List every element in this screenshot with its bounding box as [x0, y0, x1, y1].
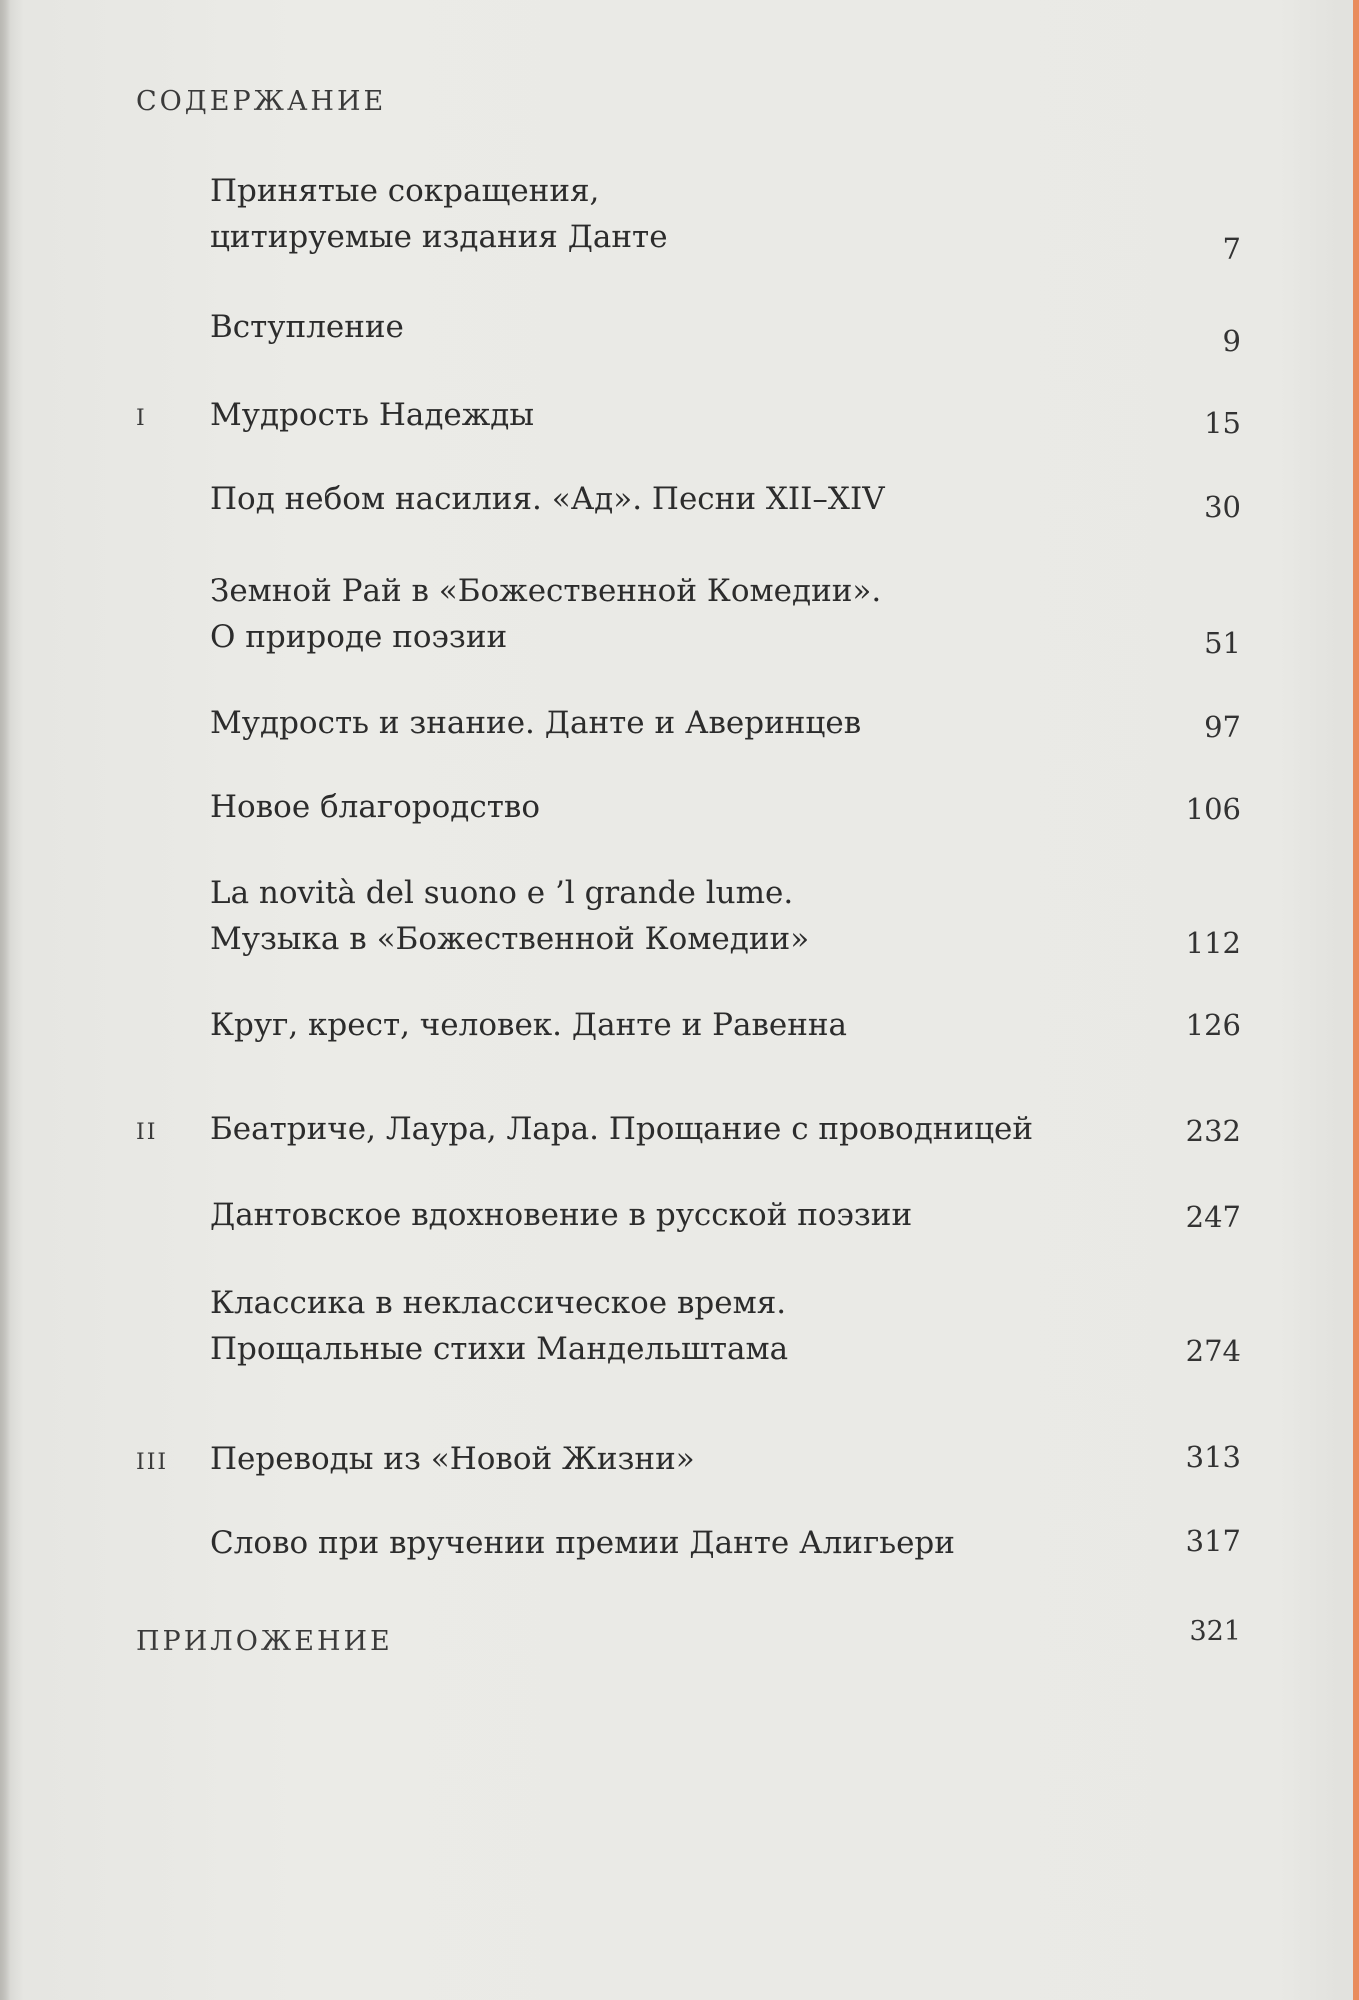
entry-title: Под небом насилия. «Ад». Песни XII–XIV — [210, 481, 885, 517]
entry-title: Вступление — [210, 309, 404, 345]
entry-title: Новое благородство — [210, 789, 540, 825]
entry-page-number: 51 — [1204, 626, 1241, 660]
appendix-page-number: 321 — [1189, 1616, 1241, 1647]
entry-page-number: 274 — [1185, 1334, 1241, 1368]
entry-page-number: 317 — [1185, 1524, 1241, 1558]
entry-page-number: 313 — [1185, 1440, 1241, 1474]
entry-title: La novità del suono e ’l grande lume. Музыка в «Божественной Комедии» — [210, 875, 810, 957]
entry-title: Круг, крест, человек. Данте и Равенна — [210, 1007, 848, 1043]
entry-title: Принятые сокращения, цитируемые издания Данте — [210, 173, 668, 255]
entry-page-number: 112 — [1185, 926, 1241, 960]
cover-edge — [1353, 0, 1359, 2000]
page-gutter-shadow — [0, 0, 10, 2000]
entry-title: Беатриче, Лаура, Лара. Прощание с проводницей — [210, 1111, 1034, 1147]
appendix-title: ПРИЛОЖЕНИЕ — [136, 1626, 393, 1657]
part-number: I — [136, 406, 147, 431]
part-number: III — [136, 1450, 169, 1475]
entry-page-number: 232 — [1185, 1114, 1241, 1148]
entry-title: Слово при вручении премии Данте Алигьери — [210, 1525, 955, 1561]
entry-page-number: 97 — [1204, 710, 1241, 744]
entry-page-number: 126 — [1185, 1008, 1241, 1042]
entry-page-number: 30 — [1204, 490, 1241, 524]
entry-page-number: 7 — [1222, 232, 1241, 266]
entry-title: Переводы из «Новой Жизни» — [210, 1441, 695, 1477]
entry-title: Мудрость Надежды — [210, 397, 535, 433]
toc-title: СОДЕРЖАНИЕ — [136, 86, 387, 117]
entry-page-number: 15 — [1204, 406, 1241, 440]
part-number: II — [136, 1120, 158, 1145]
entry-page-number: 9 — [1222, 324, 1241, 358]
entry-page-number: 247 — [1185, 1200, 1241, 1234]
entry-title: Классика в неклассическое время. Прощальные стихи Мандельштама — [210, 1285, 789, 1367]
entry-title: Мудрость и знание. Данте и Аверинцев — [210, 705, 862, 741]
entry-page-number: 106 — [1185, 792, 1241, 826]
entry-title: Дантовское вдохновение в русской поэзии — [210, 1197, 913, 1233]
entry-title: Земной Рай в «Божественной Комедии». О природе поэзии — [210, 573, 882, 655]
